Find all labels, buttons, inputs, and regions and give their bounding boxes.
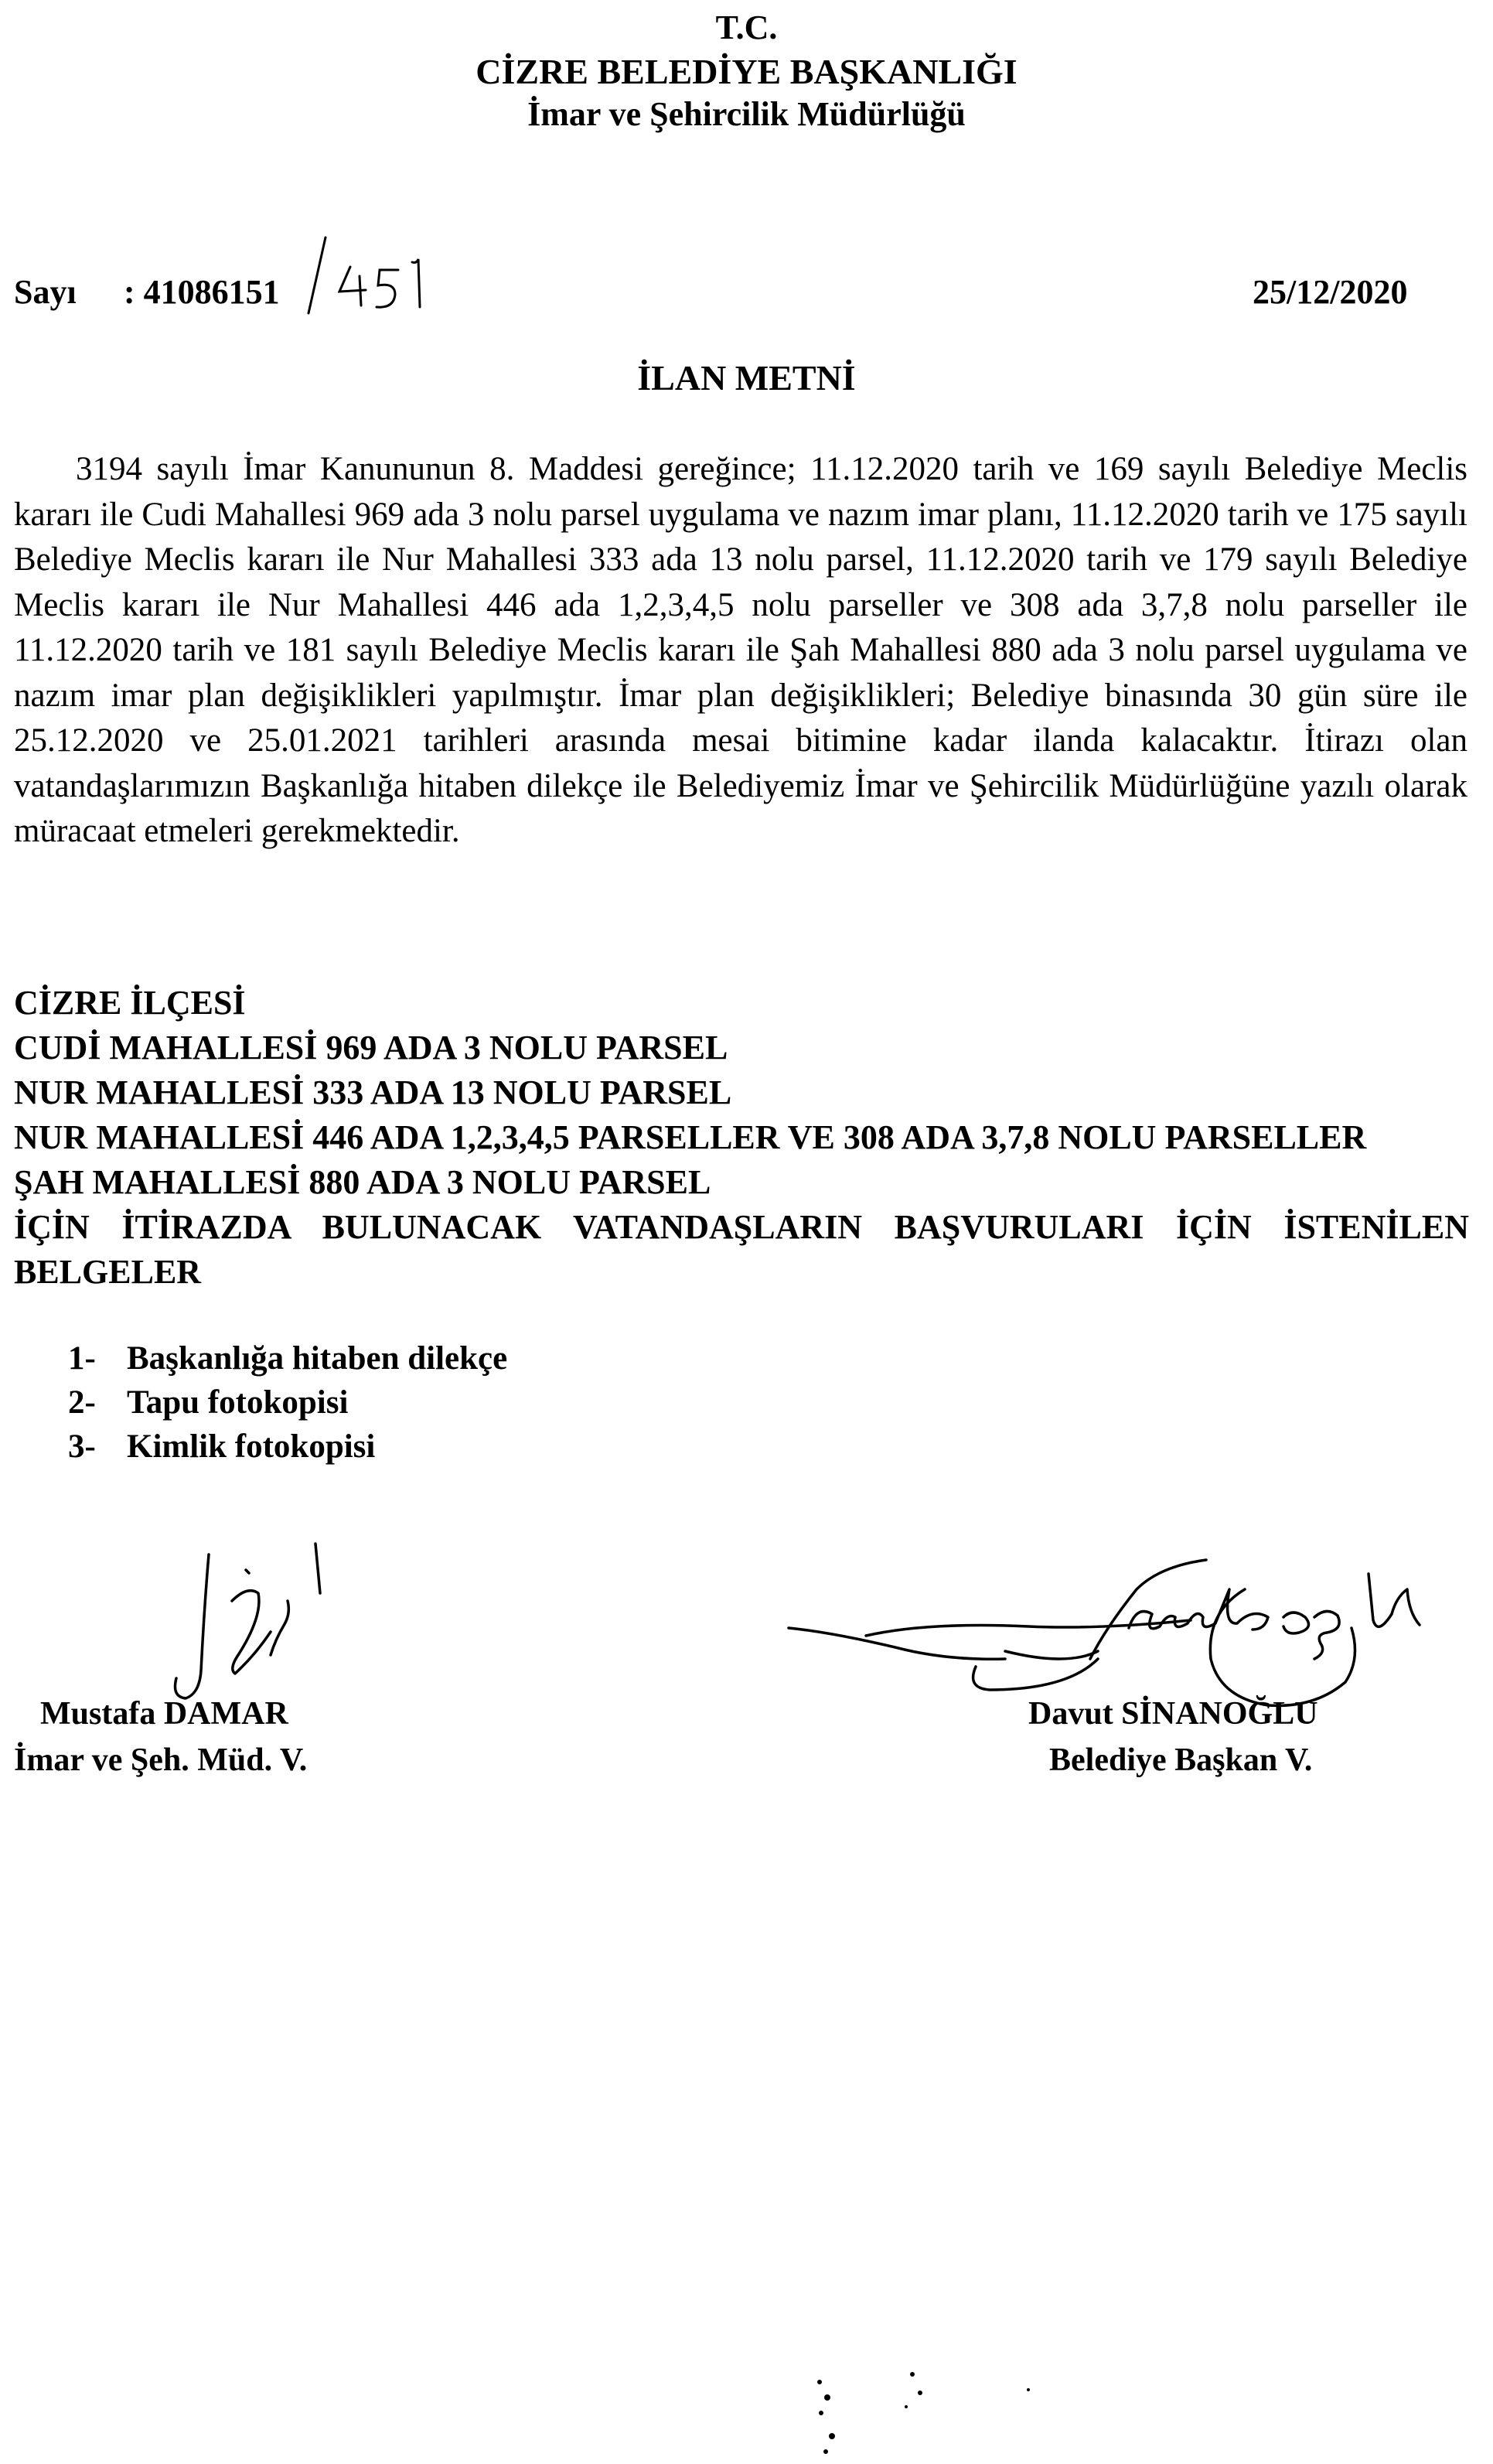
header-country: T.C.	[715, 9, 778, 46]
subject-block	[14, 981, 1469, 1295]
list-item-number: 1-	[68, 1340, 96, 1377]
document-date: 25/12/2020	[1253, 273, 1408, 311]
list-item-number: 3-	[68, 1428, 96, 1465]
list-item-text: Tapu fotokopisi	[127, 1384, 349, 1421]
reference-number: : 41086151	[124, 273, 280, 311]
header-department: İmar ve Şehircilik Müdürlüğü	[527, 95, 966, 133]
list-item	[68, 1336, 507, 1380]
district-heading: CİZRE İLÇESİ	[14, 984, 246, 1022]
reference-label: Sayı	[14, 273, 77, 311]
signatory-left-name: Mustafa DAMAR	[40, 1696, 288, 1732]
requirements-heading: İÇİN İTİRAZDA BULUNACAK VATANDAŞLARIN BAŞVURULARI İÇİN İSTENİLEN BELGELER	[14, 1208, 1469, 1291]
parcel-line: NUR MAHALLESİ 446 ADA 1,2,3,4,5 PARSELLER VE 308 ADA 3,7,8 NOLU PARSELLER	[14, 1118, 1367, 1156]
scan-noise	[804, 2367, 1052, 2459]
list-item-text: Kimlik fotokopisi	[127, 1428, 376, 1465]
list-item	[68, 1425, 507, 1469]
signatory-right-title: Belediye Başkan V.	[1049, 1742, 1313, 1778]
parcel-line: NUR MAHALLESİ 333 ADA 13 NOLU PARSEL	[14, 1073, 732, 1111]
list-item-text: Başkanlığa hitaben dilekçe	[127, 1340, 508, 1377]
signatory-right-name: Davut SİNANOĞLU	[1028, 1696, 1318, 1732]
parcel-line: CUDİ MAHALLESİ 969 ADA 3 NOLU PARSEL	[14, 1029, 728, 1066]
header-institution: CİZRE BELEDİYE BAŞKANLIĞI	[476, 52, 1017, 91]
signatory-left-title: İmar ve Şeh. Müd. V.	[14, 1742, 308, 1778]
list-item-number: 2-	[68, 1384, 96, 1421]
parcel-line: ŞAH MAHALLESİ 880 ADA 3 NOLU PARSEL	[14, 1163, 711, 1201]
announcement-body: 3194 sayılı İmar Kanununun 8. Maddesi gereğince; 11.12.2020 tarih ve 169 sayılı Belediye Meclis kararı ile Cudi Mahallesi 969 ada 3 nolu parsel uygulama ve nazım imar planı, 11.12.2020 tarih ve 175 sayılı Belediye Meclis kararı ile Nur Mahallesi 333 ada 13 nolu parsel, 11.12.2020 tarih ve 179 sayılı Belediye Meclis kararı ile Nur Mahallesi 446 ada 1,2,3,4,5 nolu parseller ve 308 ada 3,7,8 nolu parseller ile 11.12.2020 tarih ve 181 sayılı Belediye Meclis kararı ile Şah Mahallesi 880 ada 3 nolu parsel uygulama ve nazım imar plan değişiklikleri yapılmıştır. İmar plan değişiklikleri; Belediye binasında 30 gün süre ile 25.12.2020 ve 25.01.2021 tarihleri arasında mesai bitimine kadar ilanda kalacaktır. İtirazı olan vatandaşlarımızın Başkanlığa hitaben dilekçe ile Belediyemiz İmar ve Şehircilik Müdürlüğüne yazılı olarak müracaat etmeleri gerekmektedir.	[14, 451, 1467, 849]
required-documents-list	[68, 1336, 507, 1469]
document-title: İLAN METNİ	[637, 358, 856, 398]
list-item	[68, 1380, 507, 1425]
handwritten-reference-suffix	[304, 236, 443, 321]
